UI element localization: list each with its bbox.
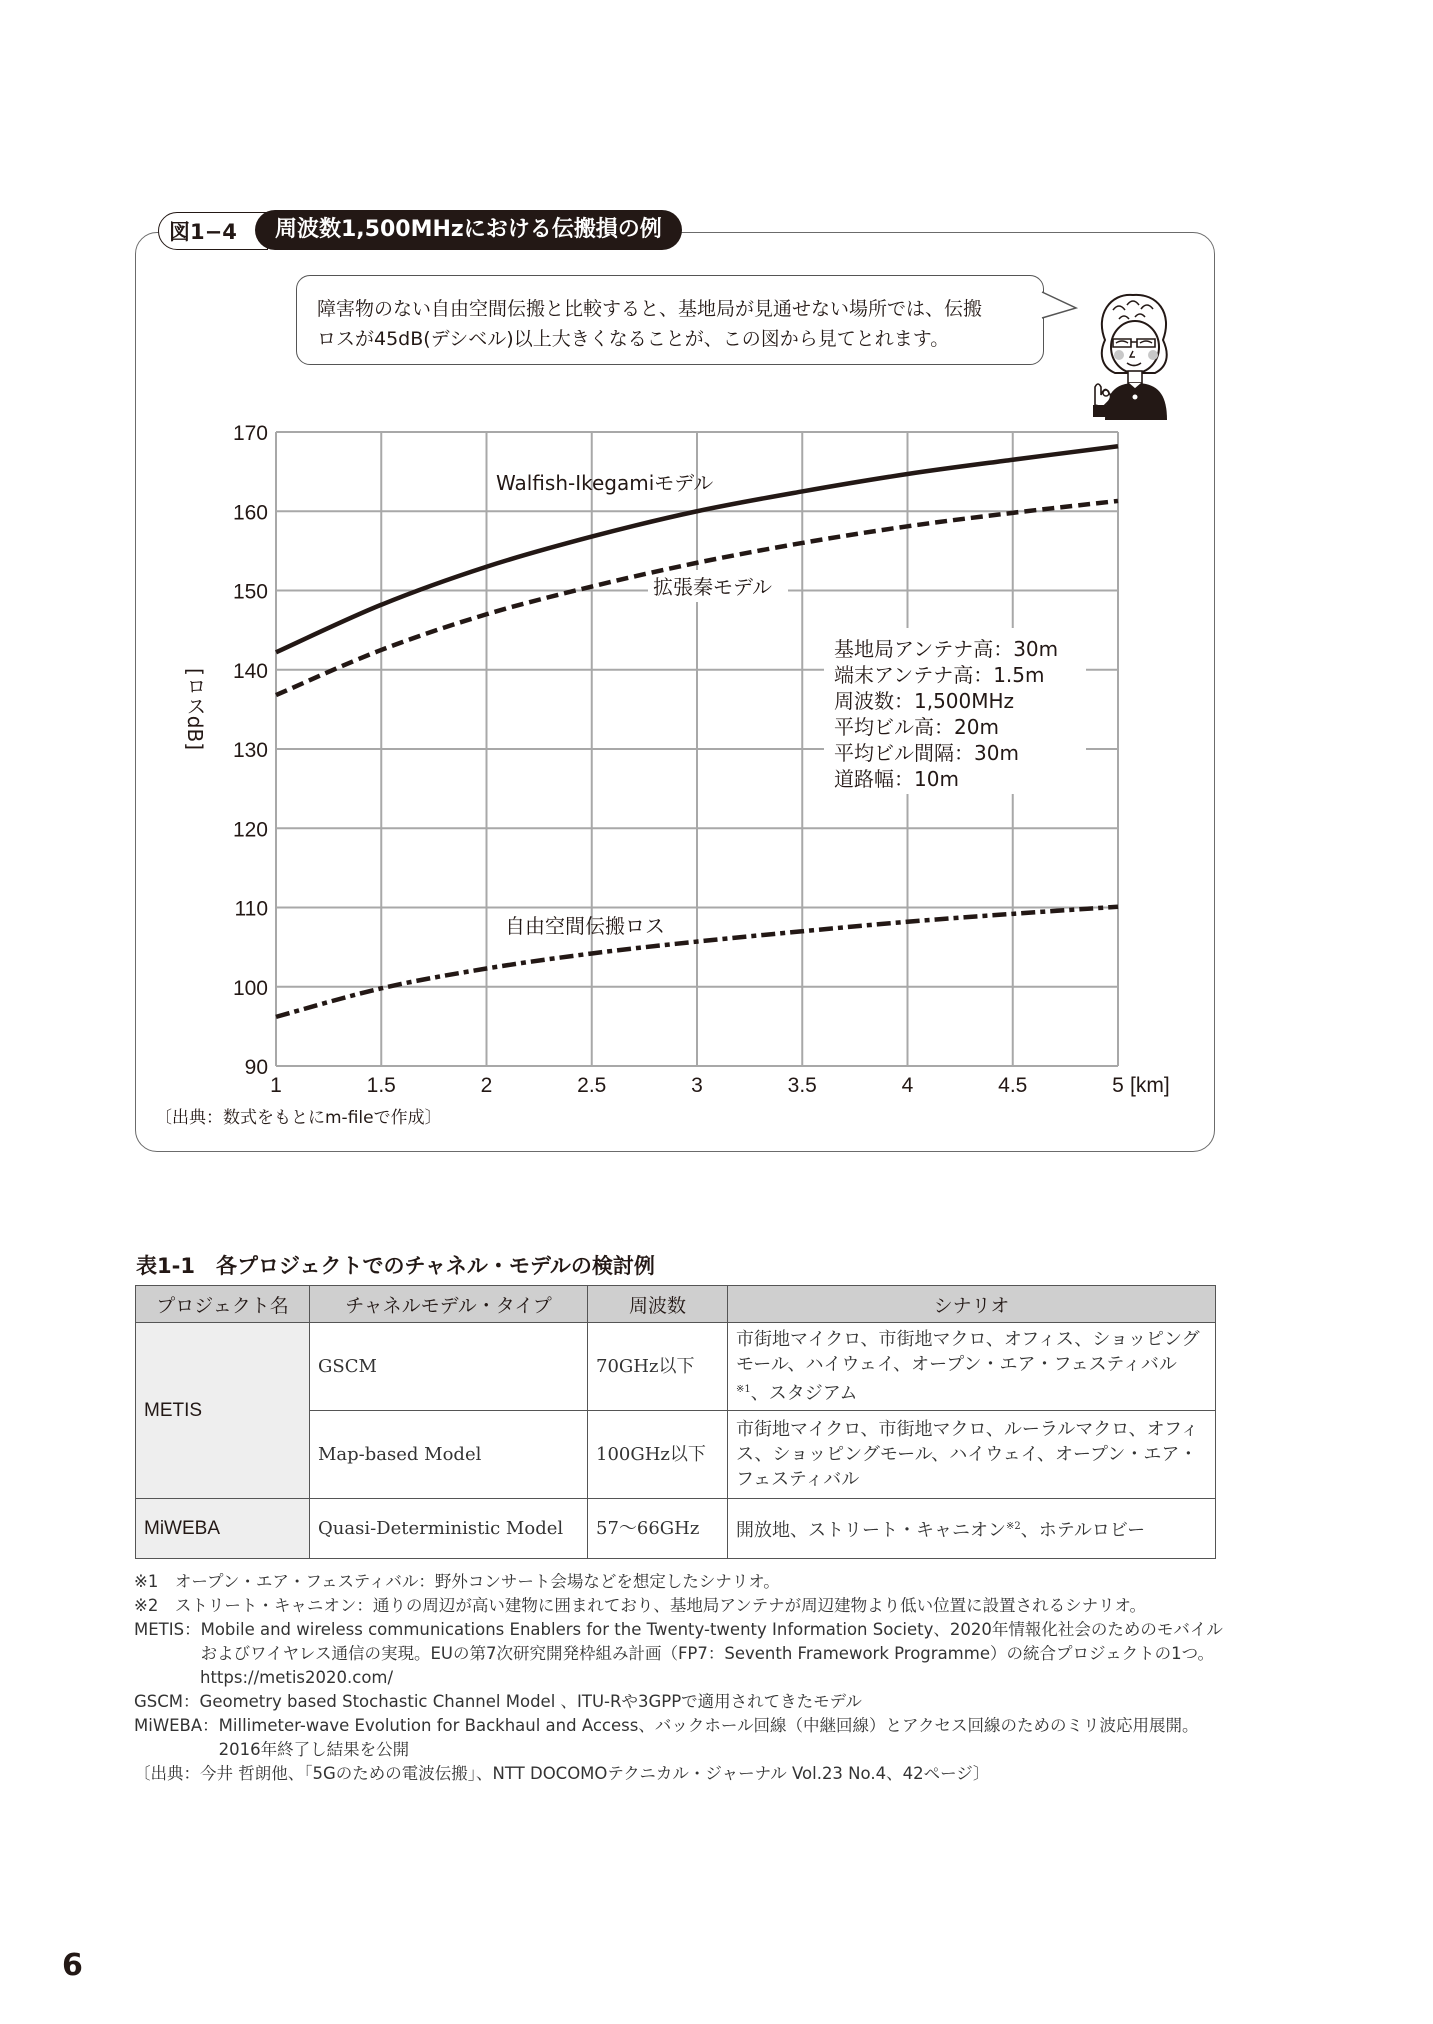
annotation-param: 端末アンテナ高：1.5m <box>834 663 1045 687</box>
cell-model: Map-based Model <box>310 1411 588 1499</box>
y-tick-label: 90 <box>244 1056 268 1079</box>
header-project: プロジェクト名 <box>136 1286 310 1323</box>
page-number: 6 <box>62 1948 83 1983</box>
header-model-type: チャネルモデル・タイプ <box>310 1286 588 1323</box>
cell-model: Quasi-Deterministic Model <box>310 1499 588 1559</box>
header-scenario: シナリオ <box>728 1286 1216 1323</box>
x-tick-label: 1 <box>270 1074 282 1097</box>
annotation-param: 平均ビル高：20m <box>834 715 999 739</box>
table-notes <box>134 1570 1224 1786</box>
cell-scenario: 市街地マイクロ、市街地マクロ、ルーラルマクロ、オフィス、ショッピングモール、ハイウェイ、オープン・エア・フェスティバル <box>728 1411 1216 1499</box>
cell-project: MiWEBA <box>136 1499 310 1559</box>
x-tick-label: 1.5 <box>366 1074 396 1097</box>
speech-line-2: ロスが45dB(デシベル)以上大きくなることが、この図から見てとれます。 <box>317 328 950 350</box>
y-tick-label: 170 <box>232 422 268 445</box>
x-tick-label: 5 <box>1112 1074 1124 1097</box>
chart-source: 〔出典：数式をもとにm-fileで作成〕 <box>155 1108 442 1128</box>
y-tick-label: 140 <box>232 659 268 683</box>
y-axis-label: [ロスdB] <box>183 668 207 751</box>
figure-title: 周波数1,500MHzにおける伝搬損の例 <box>255 210 682 250</box>
table-header-row <box>136 1286 1216 1323</box>
note-miweba: MiWEBA： Millimeter-wave Evolution for Backhaul and Access、バックホール回線（中継回線）とアクセス回線のためのミリ波応用展開。2016年終了し結果を公開 <box>134 1716 1199 1759</box>
note-1: ※1 オープン・エア・フェスティバル：野外コンサート会場などを想定したシナリオ。 <box>134 1572 780 1591</box>
x-tick-label: 2 <box>480 1074 493 1097</box>
channel-model-table <box>135 1285 1216 1559</box>
note-metis-url <box>134 1666 1224 1690</box>
cell-frequency: 70GHz以下 <box>588 1323 728 1411</box>
cell-model: GSCM <box>310 1323 588 1411</box>
footnote-ref: ※1 <box>736 1384 751 1395</box>
table-row <box>136 1323 1216 1411</box>
table-title: 表1-1 各プロジェクトでのチャネル・モデルの検討例 <box>136 1254 655 1278</box>
x-tick-label: 4.5 <box>998 1074 1028 1097</box>
y-tick-label: 110 <box>234 897 268 921</box>
y-tick-label: 160 <box>232 501 268 525</box>
metis-url-link[interactable]: https://metis2020.com/ <box>200 1668 394 1687</box>
annotation-param: 道路幅：10m <box>834 767 959 791</box>
note-gscm: GSCM： Geometry based Stochastic Channel Model 、ITU-Rや3GPPで適用されてきたモデル <box>134 1692 862 1711</box>
cell-scenario: 開放地、ストリート・キャニオン$^{※2}$、ホテルロビー <box>728 1499 1216 1559</box>
x-tick-label: 2.5 <box>577 1074 607 1097</box>
annotation-param: 周波数：1,500MHz <box>834 689 1015 713</box>
x-tick-label: 3.5 <box>787 1074 817 1097</box>
speech-line-1: 障害物のない自由空間伝搬と比較すると、基地局が見通せない場所では、伝搬 <box>317 298 983 320</box>
x-tick-label: 4 <box>901 1074 914 1097</box>
label-walfish-ikegami: Walfish-Ikegamiモデル <box>496 471 714 495</box>
label-extended-hata: 拡張秦モデル <box>653 575 772 599</box>
y-tick-label: 150 <box>232 580 268 604</box>
x-tick-label: 3 <box>691 1074 703 1097</box>
annotation-param: 基地局アンテナ高：30m <box>834 637 1059 661</box>
figure-label: 図1−4 <box>158 212 268 250</box>
table-source: 〔出典：今井 哲朗他、「5Gのための電波伝搬」、NTT DOCOMOテクニカル・ジャーナル Vol.23 No.4、42ページ〕 <box>134 1764 990 1783</box>
y-tick-label: 130 <box>232 739 268 762</box>
label-free-space: 自由空間伝搬ロス <box>505 914 665 938</box>
note-metis: METIS： Mobile and wireless communications Enablers for the Twenty-twenty Information Society、2020年情報化社会のためのモバイルおよびワイヤレス通信の実現。EUの第7次研究開発枠組み計画（FP7：Seventh Framework Programme）の統合プロジェクトの1つ。 <box>134 1620 1223 1663</box>
y-tick-label: 120 <box>232 818 268 842</box>
annotation-param: 平均ビル間隔：30m <box>834 741 1019 765</box>
table-row <box>136 1499 1216 1559</box>
x-axis-unit-label: [km] <box>1130 1074 1170 1097</box>
cell-project: METIS <box>136 1323 310 1499</box>
header-frequency: 周波数 <box>588 1286 728 1323</box>
note-2: ※2 ストリート・キャニオン：通りの周辺が高い建物に囲まれており、基地局アンテナが周辺建物より低い位置に設置されるシナリオ。 <box>134 1596 1147 1615</box>
cell-scenario: 市街地マイクロ、市街地マクロ、オフィス、ショッピングモール、ハイウェイ、オープン・エア・フェスティバル$^{※1}$、スタジアム <box>728 1323 1216 1411</box>
cell-frequency: 57〜66GHz <box>588 1499 728 1559</box>
y-tick-label: 100 <box>232 976 268 1000</box>
footnote-ref: ※2 <box>1006 1521 1021 1532</box>
cell-frequency: 100GHz以下 <box>588 1411 728 1499</box>
